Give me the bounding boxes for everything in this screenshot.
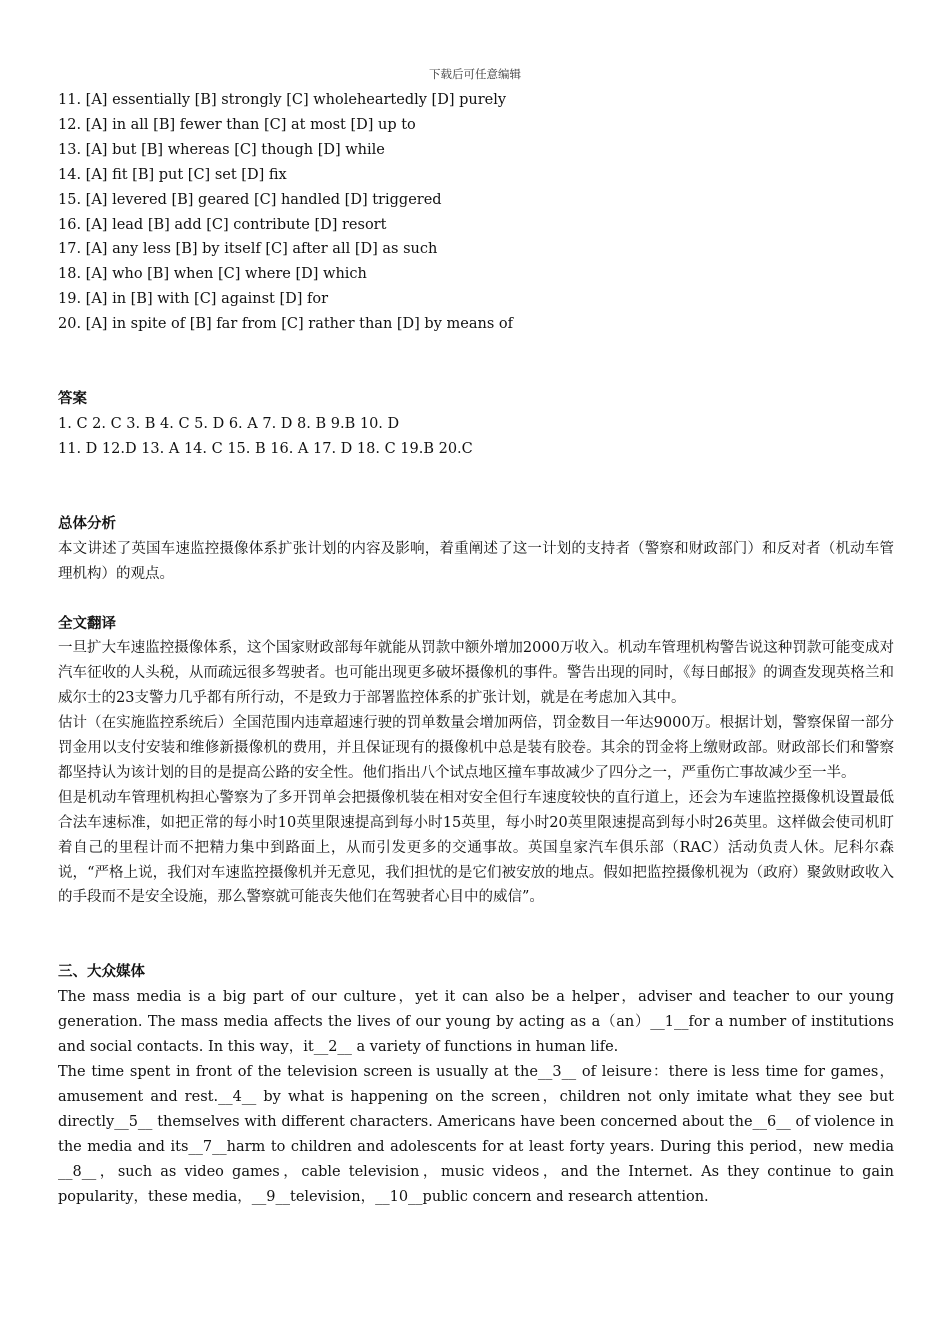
section-3-heading: 三、大众媒体 [58,964,145,981]
option-item: 16. [A] lead [B] add [C] contribute [D] resort [58,216,387,233]
section-3-paragraph-1: The mass media is a big part of our culture，yet it can also be a helper，adviser and teacher to our young generation. The mass media affects the lives of our young by acting as a（an）__1__for a number of institutions and social contacts. In this way，it__2__ a variety of functions in human life. [58,989,894,1056]
document-content [58,88,894,1209]
answers-line-1: 1. C 2. C 3. B 4. C 5. D 6. A 7. D 8. B 9.B 10. D [58,415,400,432]
section-3-paragraph-2: The time spent in front of the television screen is usually at the__3__ of leisure：there is less time for games，amusement and rest.__4__ by what is happening on the screen，children not only imitate what they see but directly__5__ themselves with different characters. Americans have been concerned about the__6__ of violence in the media and its__7__harm to children and adolescents for at least forty years. During this period，new media __8__，such as video games，cable television，music videos，and the Internet. As they continue to gain popularity，these media，__9__television，__10__public concern and research attention. [58,1064,894,1205]
option-item: 15. [A] levered [B] geared [C] handled [D] triggered [58,191,442,208]
analysis-text: 本文讲述了英国车速监控摄像体系扩张计划的内容及影响，着重阐述了这一计划的支持者（警察和财政部门）和反对者（机动车管理机构）的观点。 [58,540,894,582]
answers-line-2: 11. D 12.D 13. A 14. C 15. B 16. A 17. D 18. C 19.B 20.C [58,440,473,457]
option-item: 19. [A] in [B] with [C] against [D] for [58,291,329,308]
option-item: 12. [A] in all [B] fewer than [C] at most [D] up to [58,116,416,133]
translation-paragraph-1: 一旦扩大车速监控摄像体系，这个国家财政部每年就能从罚款中额外增加2000万收入。机动车管理机构警告说这种罚款可能变成对汽车征收的人头税，从而疏远很多驾驶者。也可能出现更多破坏摄像机的事件。警告出现的同时，《每日邮报》的调查发现英格兰和威尔士的23支警力几乎都有所行动，不是致力于部署监控体系的扩张计划，就是在考虑加入其中。 [58,640,894,707]
analysis-heading: 总体分析 [58,515,116,532]
translation-paragraph-3: 但是机动车管理机构担心警察为了多开罚单会把摄像机装在相对安全但行车速度较快的直行道上，还会为车速监控摄像机设置最低合法车速标准，如把正常的每小时10英里限速提高到每小时15英里，每小时20英里限速提高到每小时26英里。这样做会使司机盯着自己的里程计而不把精力集中到路面上，从而引发更多的交通事故。英国皇家汽车俱乐部（RAC）活动负责人休。尼科尔森说，“严格上说，我们对车速监控摄像机并无意见，我们担忧的是它们被安放的地点。假如把监控摄像机视为（政府）聚敛财政收入的手段而不是安全设施，那么警察就可能丧失他们在驾驶者心目中的威信”。 [58,789,894,906]
option-item: 17. [A] any less [B] by itself [C] after all [D] as such [58,241,438,258]
translation-heading: 全文翻译 [58,615,116,632]
options-list [58,88,894,337]
option-item: 14. [A] fit [B] put [C] set [D] fix [58,166,287,183]
option-item: 20. [A] in spite of [B] far from [C] rather than [D] by means of [58,316,513,333]
option-item: 13. [A] but [B] whereas [C] though [D] while [58,141,385,158]
option-item: 11. [A] essentially [B] strongly [C] wholeheartedly [D] purely [58,92,507,108]
page-header: 下载后可任意编辑 [429,67,521,81]
answers-heading: 答案 [58,391,87,408]
translation-paragraph-2: 估计（在实施监控系统后）全国范围内违章超速行驶的罚单数量会增加两倍，罚金数目一年达9000万。根据计划，警察保留一部分罚金用以支付安装和维修新摄像机的费用，并且保证现有的摄像机中总是装有胶卷。其余的罚金将上缴财政部。财政部长们和警察都坚持认为该计划的目的是提高公路的安全性。他们指出八个试点地区撞车事故减少了四分之一，严重伤亡事故减少至一半。 [58,715,894,781]
option-item: 18. [A] who [B] when [C] where [D] which [58,266,367,283]
